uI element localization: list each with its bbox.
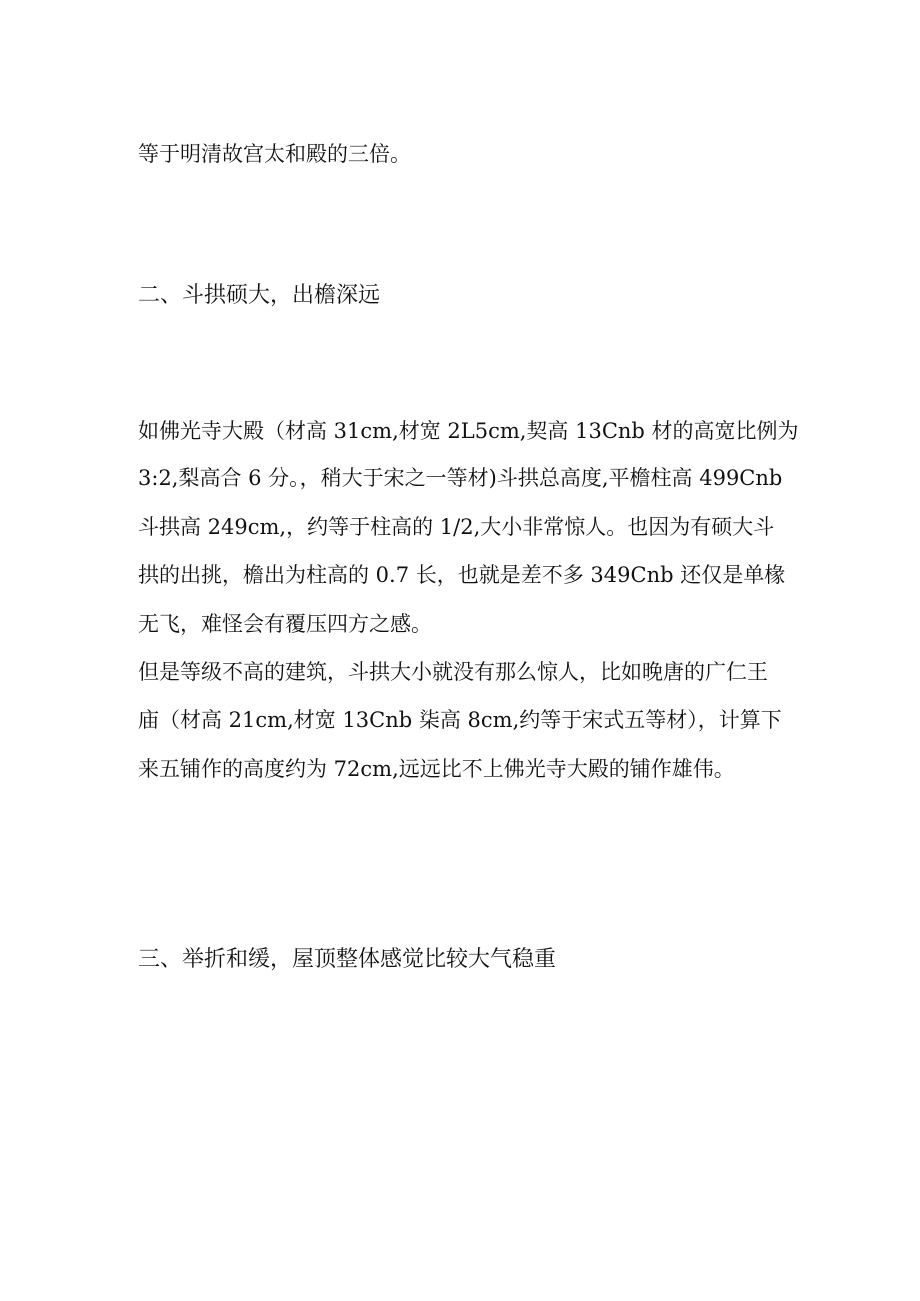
section-3-heading: 三、举折和缓，屋顶整体感觉比较大气稳重 (138, 947, 557, 972)
paragraph-1-line: 如佛光寺大殿（材高 31cm,材宽 2L5cm,契高 13Cnb 材的高宽比例为 (138, 419, 799, 443)
section-2-heading: 二、斗拱硕大，出檐深远 (138, 283, 381, 308)
paragraph-2-line: 庙（材高 21cm,材宽 13Cnb 柒高 8cm,约等于宋式五等材），计算下 (138, 708, 782, 732)
paragraph-1-line: 拱的出挑，檐出为柱高的 0.7 长，也就是差不多 349Cnb 还仅是单椽 (138, 563, 786, 587)
paragraph-2-line: 来五铺作的高度约为 72cm,远远比不上佛光寺大殿的铺作雄伟。 (138, 757, 735, 781)
paragraph-2-line: 但是等级不高的建筑，斗拱大小就没有那么惊人，比如晚唐的广仁王 (138, 660, 768, 684)
intro-line: 等于明清故宫太和殿的三倍。 (138, 142, 411, 166)
paragraph-1-line: 3:2,梨高合 6 分。，稍大于宋之一等材)斗拱总高度,平檐柱高 499Cnb (138, 466, 783, 490)
paragraph-1-line: 无飞，难怪会有覆压四方之感。 (138, 612, 432, 636)
paragraph-1-line: 斗拱高 249cm,，约等于柱高的 1/2,大小非常惊人。也因为有硕大斗 (138, 515, 775, 539)
